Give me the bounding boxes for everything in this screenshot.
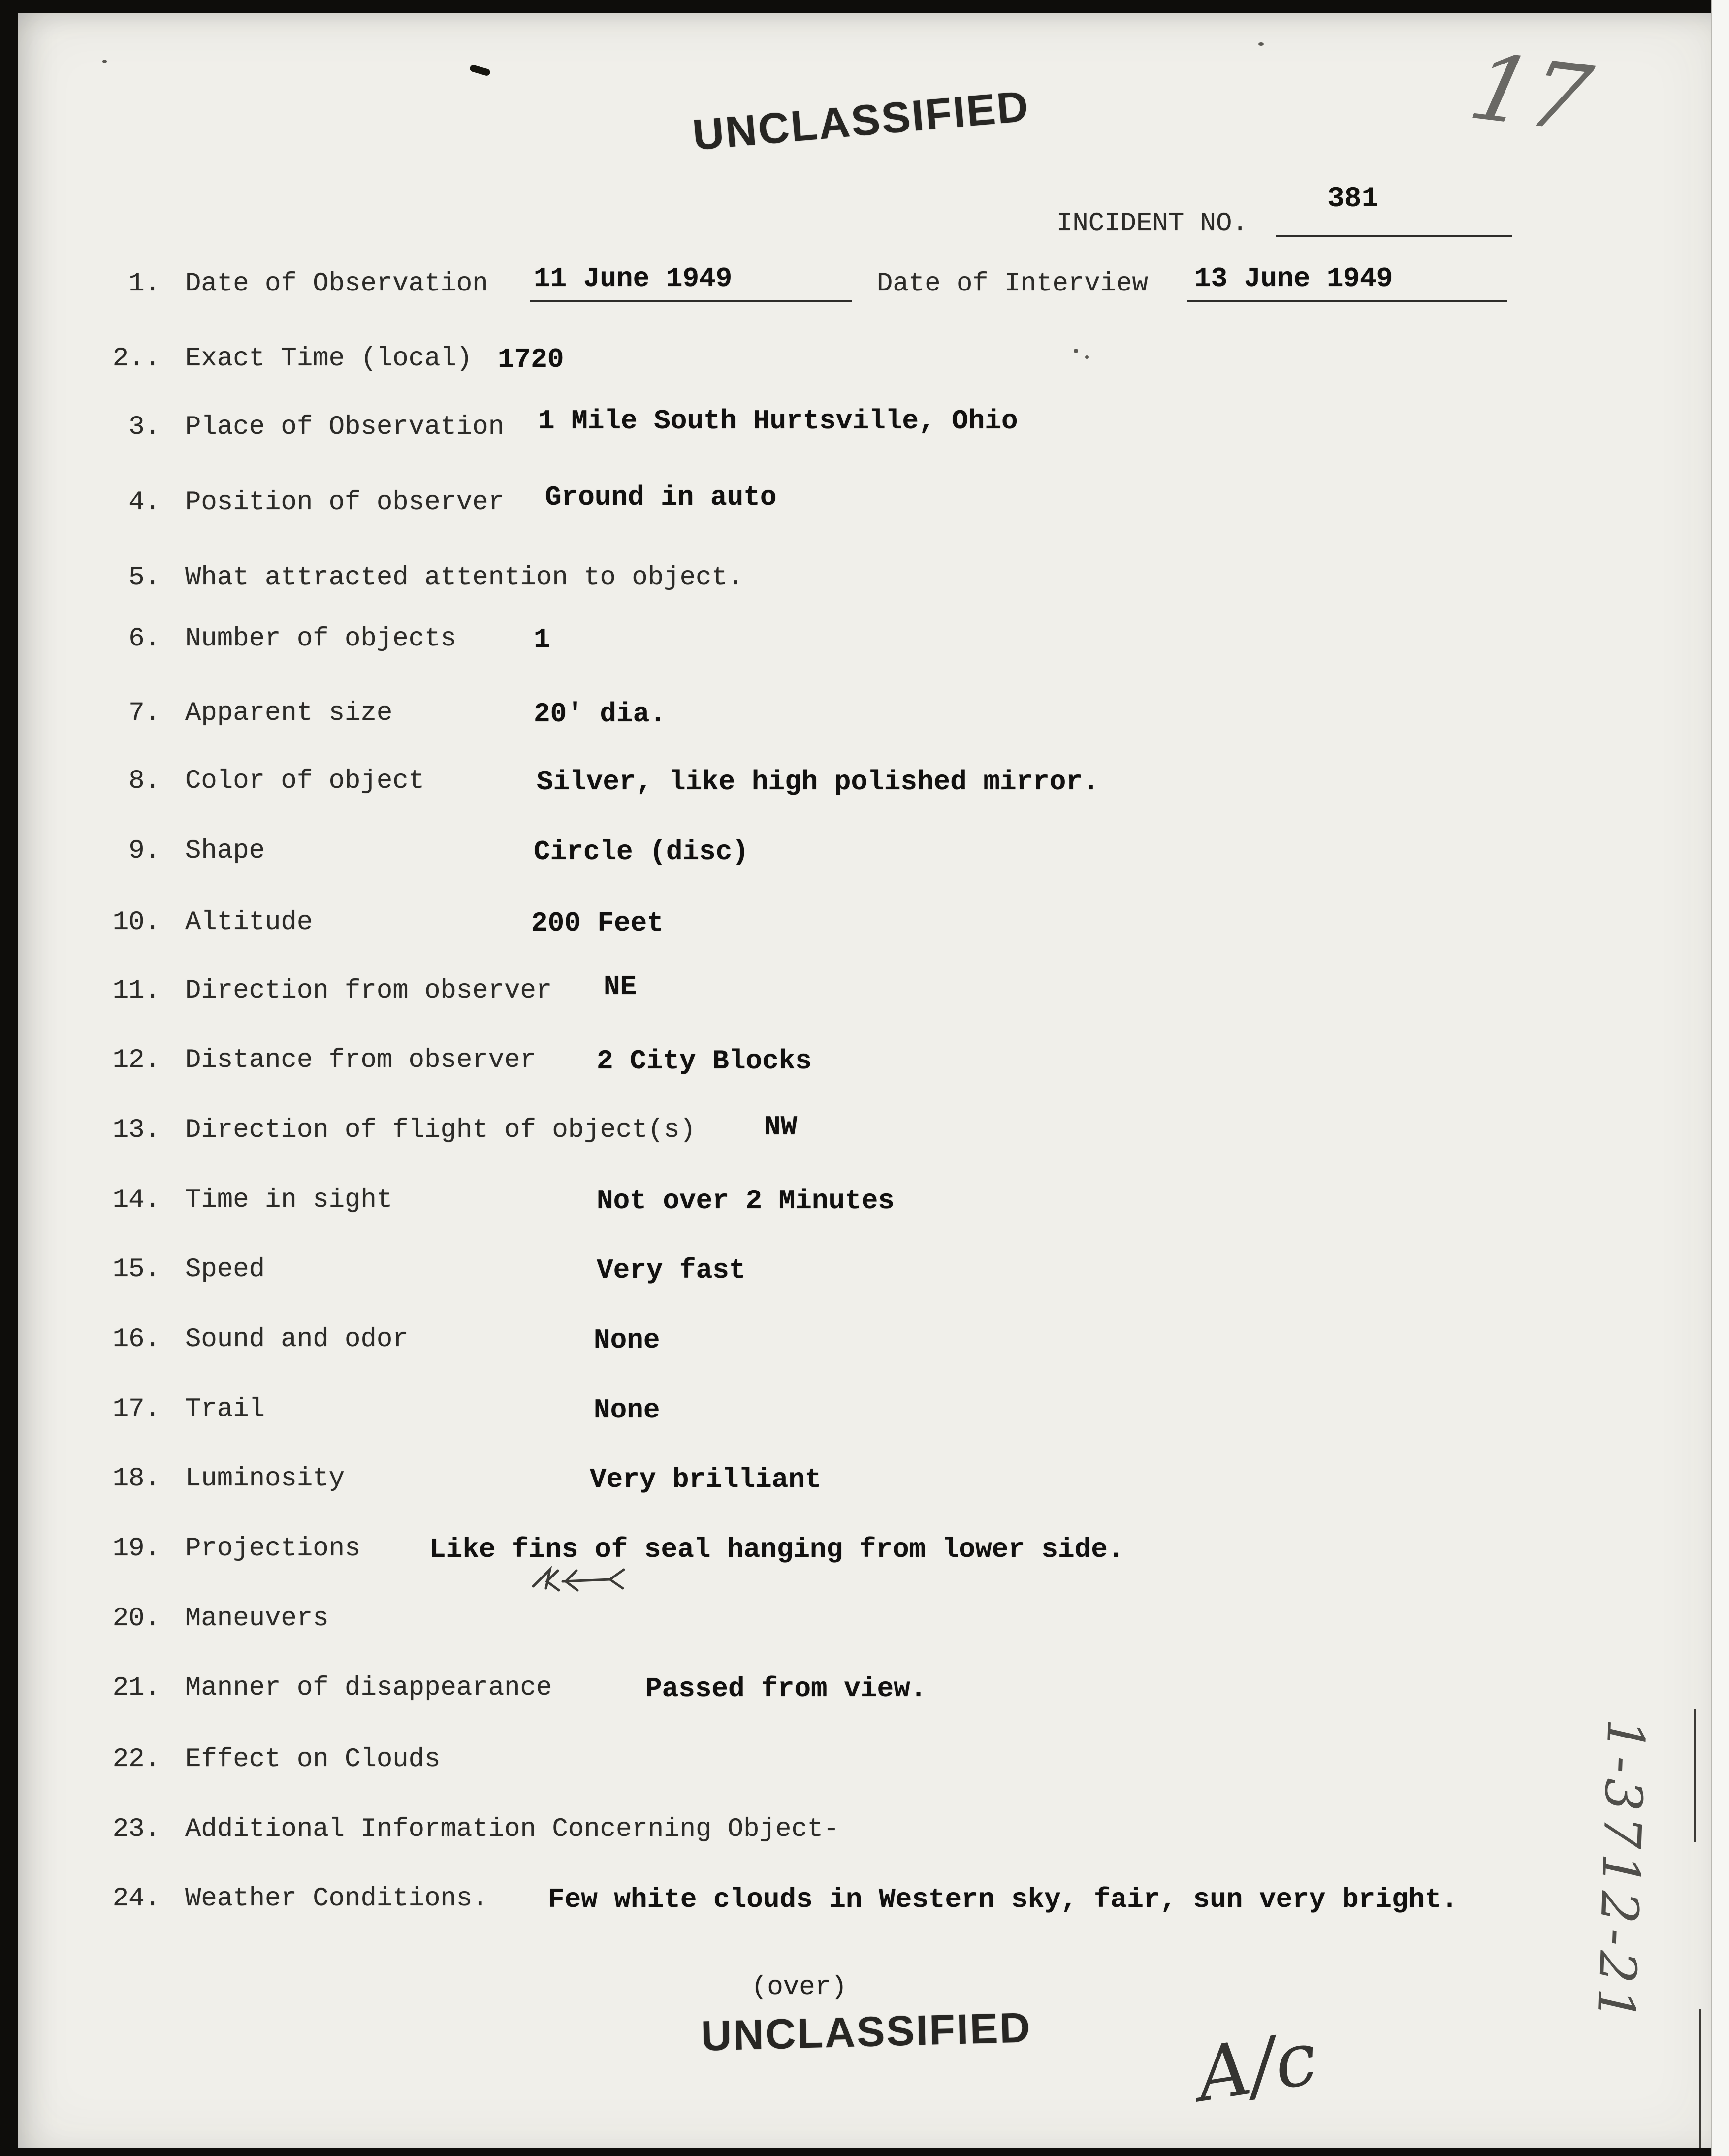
- item-number: 17.: [112, 1394, 160, 1424]
- field-label: Number of objects: [185, 624, 456, 654]
- unclassified-stamp-top: UNCLASSIFIED: [690, 81, 1032, 160]
- incident-no-value: 381: [1327, 183, 1379, 215]
- fin-sketch: [527, 1564, 640, 1598]
- item-number: 18.: [112, 1464, 160, 1494]
- field-label: Projections: [185, 1534, 361, 1564]
- over-label: (over): [751, 1972, 847, 2002]
- handwritten-ac-mark: A/c: [1190, 2015, 1322, 2119]
- field-label: Weather Conditions.: [185, 1884, 488, 1914]
- field-row: [18, 624, 1712, 663]
- field-label: Apparent size: [185, 698, 393, 728]
- field-row: [18, 1673, 1712, 1712]
- field-value: Few white clouds in Western sky, fair, sun very bright.: [548, 1884, 1458, 1915]
- item-number: 4.: [128, 487, 160, 517]
- item-number: 15.: [112, 1255, 160, 1285]
- field-label: Altitude: [185, 907, 313, 937]
- field-row: [18, 698, 1712, 738]
- field-label: Speed: [185, 1255, 265, 1285]
- field-label: Position of observer: [185, 487, 505, 517]
- field-value: Very fast: [597, 1255, 746, 1286]
- field-value: Passed from view.: [645, 1673, 927, 1705]
- field-row: [18, 1604, 1712, 1643]
- item-number: 21.: [112, 1673, 160, 1703]
- field-label: Direction from observer: [185, 976, 552, 1006]
- field-value: Ground in auto: [545, 482, 777, 513]
- field-label: Luminosity: [185, 1464, 345, 1494]
- field-value: 1720: [498, 344, 564, 375]
- item-number: 9.: [128, 836, 160, 866]
- field-label: Shape: [185, 836, 265, 866]
- field-value: 20' dia.: [534, 698, 666, 730]
- field-row: [18, 1814, 1712, 1854]
- field-row: [18, 1744, 1712, 1784]
- field-value: Very brilliant: [590, 1464, 822, 1495]
- item-number: 8.: [128, 766, 160, 796]
- field-value: 1 Mile South Hurtsville, Ohio: [538, 405, 1018, 437]
- field-label: Maneuvers: [185, 1604, 329, 1634]
- field-label: Effect on Clouds: [185, 1744, 441, 1774]
- item-number: 12.: [112, 1045, 160, 1075]
- field-value: None: [594, 1324, 660, 1356]
- field-label: Exact Time (local): [185, 344, 473, 374]
- edge-line: [1699, 2009, 1701, 2148]
- scan-speck: [1074, 349, 1078, 353]
- incident-underline: [1276, 235, 1512, 237]
- field-row: [18, 1394, 1712, 1434]
- field-label: Sound and odor: [185, 1324, 409, 1354]
- underline: [530, 300, 852, 302]
- item-number: 22.: [112, 1744, 160, 1774]
- item-number: 20.: [112, 1604, 160, 1634]
- field-row-dates: [18, 263, 1712, 308]
- field-row: [18, 1255, 1712, 1294]
- field-row: [18, 1464, 1712, 1503]
- item-number: 3.: [128, 412, 160, 442]
- document-page: [18, 13, 1712, 2148]
- scan-speck: [1258, 42, 1264, 46]
- item-number: 23.: [112, 1814, 160, 1844]
- field-row: [18, 1111, 1712, 1155]
- item-number: 14.: [112, 1185, 160, 1215]
- item-number: 11.: [112, 976, 160, 1006]
- item-number: 13.: [112, 1115, 160, 1145]
- scan-speck: [102, 60, 107, 63]
- handwritten-page-number: 17: [1461, 33, 1600, 153]
- field-value: 200 Feet: [531, 907, 664, 939]
- field-row: [18, 1185, 1712, 1224]
- edge-line: [1694, 1709, 1696, 1842]
- field-row: [18, 836, 1712, 875]
- field-label: Trail: [185, 1394, 265, 1424]
- field-row: [18, 907, 1712, 947]
- field-row: [18, 1884, 1712, 1923]
- field-row: [18, 482, 1712, 527]
- item-number: 7.: [128, 698, 160, 728]
- unclassified-stamp-bottom: UNCLASSIFIED: [700, 2004, 1032, 2060]
- field-value: Not over 2 Minutes: [597, 1185, 895, 1217]
- handwritten-side-mark: 1-3712-21: [1585, 1718, 1656, 2027]
- item-number: 6.: [128, 624, 160, 654]
- field-row: [18, 1534, 1712, 1573]
- field-label: Distance from observer: [185, 1045, 536, 1075]
- ink-blot: [469, 64, 491, 76]
- date-of-observation-value: 11 June 1949: [534, 263, 733, 294]
- item-number: 2..: [112, 344, 160, 374]
- incident-no-label: INCIDENT NO.: [1057, 209, 1248, 239]
- field-row: [18, 1324, 1712, 1364]
- scan-speck: [1085, 355, 1089, 359]
- scanner-edge: [1711, 0, 1729, 2156]
- field-label: What attracted attention to object.: [185, 563, 744, 593]
- item-number: 10.: [112, 907, 160, 937]
- field-label: Color of object: [185, 766, 425, 796]
- field-value: Circle (disc): [534, 836, 749, 868]
- field-label: Additional Information Concerning Object-: [185, 1814, 839, 1844]
- field-value: None: [594, 1394, 660, 1426]
- field-value: NW: [764, 1111, 798, 1143]
- field-row: [18, 563, 1712, 602]
- field-label: Time in sight: [185, 1185, 393, 1215]
- date-of-interview-value: 13 June 1949: [1194, 263, 1393, 294]
- underline: [1187, 300, 1507, 302]
- item-number: 16.: [112, 1324, 160, 1354]
- field-value: Silver, like high polished mirror.: [537, 766, 1099, 798]
- field-row: [18, 971, 1712, 1015]
- field-row: [18, 405, 1712, 451]
- field-row: [18, 344, 1712, 383]
- field-row: [18, 766, 1712, 805]
- field-value: NE: [604, 971, 637, 1002]
- field-value: 1: [534, 624, 550, 655]
- field-label: Direction of flight of object(s): [185, 1115, 696, 1145]
- item-number: 19.: [112, 1534, 160, 1564]
- field-label: Place of Observation: [185, 412, 505, 442]
- field-row: [18, 1045, 1712, 1085]
- date-of-observation-label: Date of Observation: [185, 269, 488, 299]
- item-number: 5.: [128, 563, 160, 593]
- item-number: 24.: [112, 1884, 160, 1914]
- field-value: Like fins of seal hanging from lower side.: [429, 1534, 1124, 1565]
- field-value: 2 City Blocks: [597, 1045, 812, 1077]
- item-number: 1.: [128, 269, 160, 299]
- field-label: Manner of disappearance: [185, 1673, 552, 1703]
- date-of-interview-label: Date of Interview: [877, 269, 1148, 299]
